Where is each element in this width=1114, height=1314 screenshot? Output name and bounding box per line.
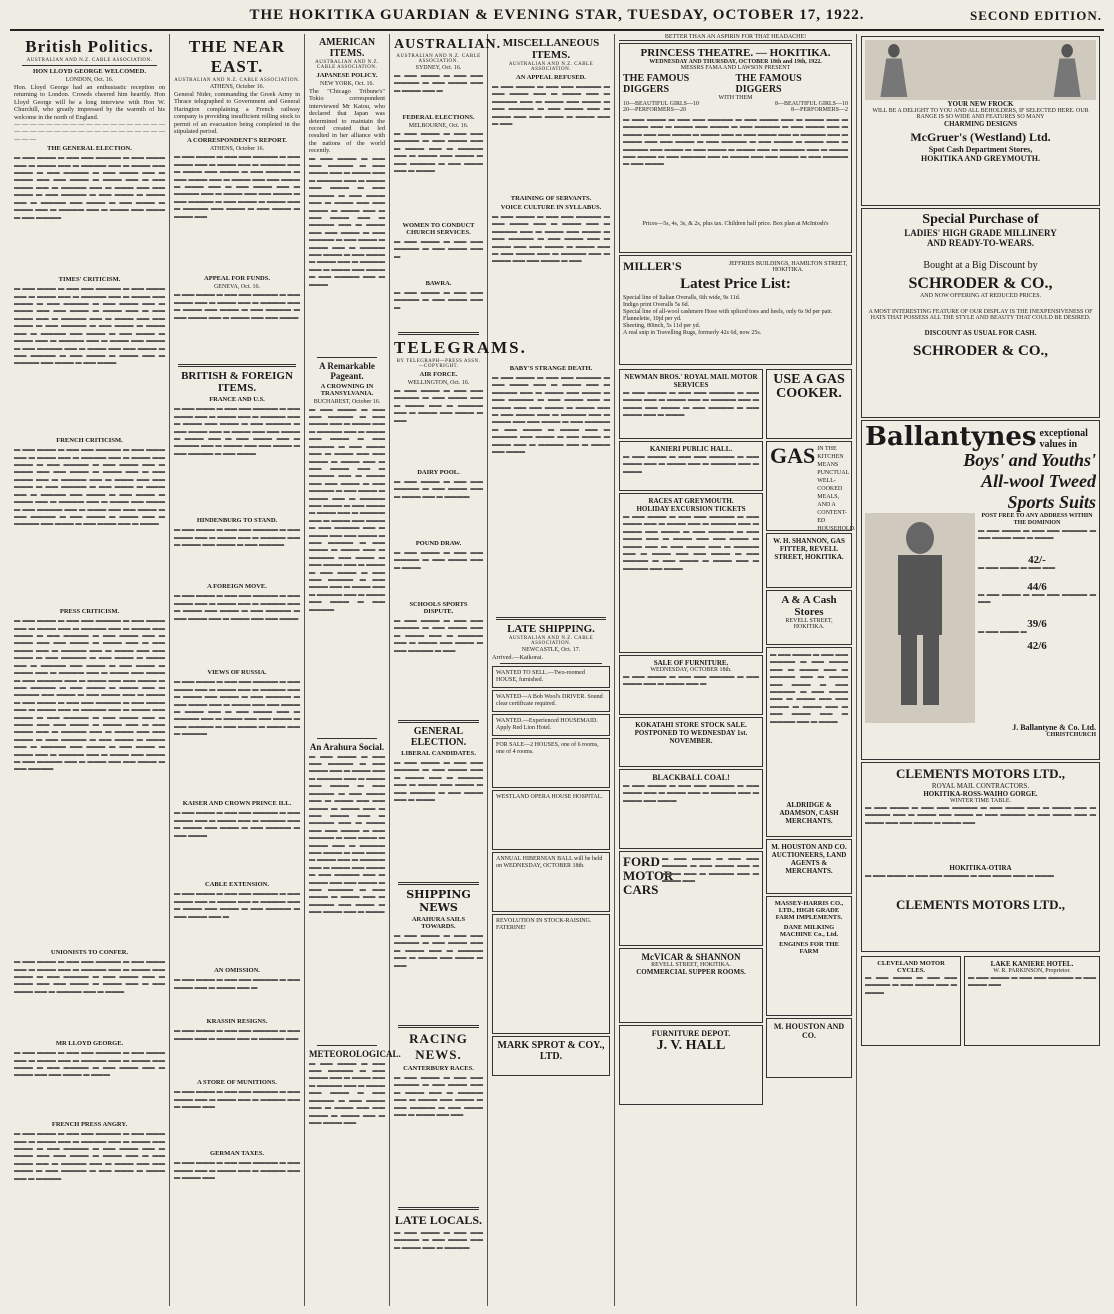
subhead: BAWRA. [425, 280, 452, 287]
subhead: WOMEN TO CONDUCT CHURCH SERVICES. [402, 222, 475, 236]
subhead: UNIONISTS TO CONFER. [50, 949, 129, 957]
dateline: WELLINGTON, Oct. 16. [407, 380, 470, 386]
dateline: NEW YORK, Oct. 16. [320, 81, 374, 87]
subhead: LIBERAL CANDIDATES. [401, 750, 476, 757]
subhead: BABY'S STRANGE DEATH. [509, 365, 593, 372]
headline: An Arahura Social. [309, 741, 385, 752]
cable-credit: BY TELEGRAPH—PRESS ASSN.—COPYRIGHT. [396, 359, 481, 369]
store-address: JEFFRIES BUILDINGS, HAMILTON STREET, HOKITIKA. [728, 260, 848, 273]
subhead: CABLE EXTENSION. [205, 881, 269, 889]
dateline: ATHENS, October 16. [209, 146, 265, 153]
column-miscellaneous: MISCELLANEOUS ITEMS. AUSTRALIAN AND N.Z. CABLE ASSOCIATION. AN APPEAL REFUSED. ▬ ▬▬ ▬▬▬ ▬ ▬▬ ▬▬ ▬▬▬▬ ▬ ▬▬ ▬▬▬ ▬▬ ▬ ▬▬▬ ▬▬ ▬ ▬▬▬▬ ▬▬ ▬ ▬▬▬ ▬▬ ▬▬▬ ▬ ▬▬ ▬▬▬▬ ▬ ▬▬ ▬▬▬ ▬▬ ▬ ▬▬▬ ▬▬ ▬▬ ▬▬▬ ▬ ▬▬▬ ▬▬ ▬ ▬▬ TRAINING OF SERVANTS. VOICE CULTURE IN SYLLABUS. ▬ ▬▬ ▬▬▬ ▬ ▬▬ ▬▬ ▬▬▬▬ ▬ ▬▬ ▬▬▬ ▬▬ ▬ ▬▬▬ ▬▬ ▬ ▬▬▬▬ ▬▬ ▬ ▬▬▬ ▬▬ ▬▬▬ ▬ ▬▬ ▬▬▬▬ ▬ ▬▬ ▬▬▬ ▬▬ ▬ ▬▬▬ ▬▬ ▬▬ ▬▬▬ ▬ ▬▬▬ ▬▬ ▬ ▬▬ ▬▬▬ ▬▬ ▬ ▬▬▬▬ ▬▬ ▬ ▬▬▬ ▬▬ ▬▬ ▬▬▬ ▬ ▬▬ BABY'S STRANGE DEATH. ▬ ▬▬ ▬▬▬ ▬ ▬▬ ▬▬ ▬▬▬▬ ▬ ▬▬ ▬▬▬ ▬▬ ▬ ▬▬▬ ▬▬ ▬ ▬▬▬▬ ▬▬ ▬ ▬▬▬ ▬▬ ▬▬▬ ▬ ▬▬ ▬▬▬▬ ▬ ▬▬ ▬▬▬ ▬▬ ▬ ▬▬▬ ▬▬ ▬▬ ▬▬▬ ▬ ▬▬▬ ▬▬ ▬ ▬▬ ▬▬▬ ▬▬ ▬ ▬▬▬▬ ▬▬ ▬ ▬▬▬ ▬▬ ▬▬ ▬▬▬ ▬ ▬▬ ▬▬▬▬ ▬ ▬▬ ▬▬▬ ▬ ▬▬▬ ▬▬ ▬ ▬▬▬▬ ▬▬ ▬▬▬ ▬ ▬▬ ▬▬▬ ▬ ▬▬▬ ▬▬ ▬ ▬▬▬▬ ▬▬ ▬ ▬▬▬ ▬▬ ▬▬▬ LATE SHIPPING. AUSTRALIAN AND N.Z. CABLE ASSOCIATION. NEWCASTLE, Oct. 17. Arrived.—Kaikorai. WANTED TO SELL.—Two-roomed HOUSE, furnished. WANTED—A Bob Wool's DRIVER. Sound clear certificate required. WANTED.—Experienced HOUSEMAID. Apply Red Lion Hotel. FOR SALE—2 HOUSES, one of 6 rooms, one of 4 rooms. WESTLAND OPERA HOUSE HOSPITAL. ANNUAL HIBERNIAN BALL will be held on WEDNESDAY, OCTOBER 18th. REVOLUTION IN STOCK-RAISING. FATERINE! MARK SPROT & COY., LTD. [488, 34, 615, 1306]
aldridge-ad: ▬ ▬▬ ▬▬▬ ▬ ▬▬ ▬▬ ▬▬▬▬ ▬ ▬▬ ▬▬▬ ▬▬ ▬ ▬▬▬ ▬▬ ▬ ▬▬▬▬ ▬▬ ▬ ▬▬▬ ▬▬ ▬▬▬ ▬ ▬▬ ▬▬▬▬ ▬ ▬▬ ▬▬▬ ▬▬ ▬ ▬▬▬ ▬▬ ▬▬ ▬▬▬ ▬ ▬▬▬ ▬▬ ▬ ▬▬ ▬▬▬ ▬▬ ▬ ▬▬▬▬ ▬▬ ▬ ▬▬▬ ALDRIDGE & ADAMSON, CASH MERCHANTS. [766, 647, 852, 837]
subhead: HINDENBURG TO STAND. [196, 517, 278, 525]
subhead: SCHOOLS SPORTS DISPUTE. [409, 601, 468, 615]
dateline: NEWCASTLE, Oct. 17. [521, 647, 581, 653]
cable-credit: AUSTRALIAN AND N.Z. CABLE ASSOCIATION. [508, 636, 594, 646]
column-big-ads [857, 34, 1104, 1306]
headline: British Politics. [25, 37, 154, 56]
subhead: HON LLOYD GEORGE WELCOMED. [33, 68, 146, 75]
classified-ad: WANTED.—Experienced HOUSEMAID. Apply Red Lion Hotel. [492, 714, 610, 736]
show-title: THE FAMOUS DIGGERS [623, 73, 690, 95]
boy-figure-icon [865, 513, 975, 723]
kaniere-hotel-ad: LAKE KANIERE HOTEL. W. R. PARKINSON, Proprietor. ▬ ▬▬ ▬▬▬ ▬ ▬▬ ▬▬ ▬▬▬▬ ▬ ▬▬ ▬▬▬ ▬▬ [964, 956, 1100, 1046]
subhead: THE GENERAL ELECTION. [47, 145, 132, 153]
classified-ad: WESTLAND OPERA HOUSE HOSPITAL. [492, 790, 610, 850]
headline: AUSTRALIAN. [394, 37, 502, 52]
classified-ad: REVOLUTION IN STOCK-RAISING. FATERINE! [492, 914, 610, 1034]
dateline: SYDNEY, Oct. 16. [415, 65, 462, 71]
subhead: DAIRY POOL. [417, 469, 460, 476]
price-list-title: Latest Price List: [680, 276, 791, 292]
aa-cash-stores-ad: A & A Cash Stores REVELL STREET, HOKITIKA. [766, 590, 852, 645]
headline: SHIPPING NEWS [406, 888, 471, 914]
frock-illustration [865, 40, 1096, 100]
classified-ad: WANTED—A Bob Wool's DRIVER. Sound clear certificate required. [492, 690, 610, 712]
millers-ad: MILLER'S JEFFRIES BUILDINGS, HAMILTON STREET, HOKITIKA. Latest Price List: Special line of Italian Overalls, 6th wide, 9s 11d. Indigo print Overalls 5s 6d. Special line of all-wool cashmere Hose with spliced toes and heels, only 6s 9d per pair. Flannelette, 10jd per yd. Sheeting, 80inch, 5s 11d per yd. A real snip in Travelling Rugs, formerly 42s 6d, now 25s. [619, 255, 852, 365]
edition-label: SECOND EDITION. [969, 8, 1102, 23]
subhead: A CORRESPONDENT'S REPORT. [187, 137, 287, 145]
headline: THE NEAR EAST. [188, 37, 286, 76]
column-british-politics: British Politics. AUSTRALIAN AND N.Z. CABLE ASSOCIATION. HON LLOYD GEORGE WELCOMED. LONDON, Oct. 16. Hon. Lloyd George had an enthusiastic reception on returning to London. Crowds cheered him heartily. Hon Lloyd George will be a long interview with Hon W. Churchill, who greatly impressed by the warmth of his welcome in the north of England. — — — — — — — — — — — — — — — — — — — — — — — — — — — — — — — — — — — — — — — — — THE GENERAL ELECTION. ▬ ▬▬ ▬▬▬ ▬ ▬▬ ▬▬ ▬▬▬▬ ▬ ▬▬ ▬▬▬ ▬▬ ▬ ▬▬▬ ▬▬ ▬ ▬▬▬▬ ▬▬ ▬ ▬▬▬ ▬▬ ▬▬▬ ▬ ▬▬ ▬▬▬▬ ▬ ▬▬ ▬▬▬ ▬▬ ▬ ▬▬▬ ▬▬ ▬▬ ▬▬▬ ▬ ▬▬▬ ▬▬ ▬ ▬▬ ▬▬▬ ▬▬ ▬ ▬▬▬▬ ▬▬ ▬ ▬▬▬ ▬▬ ▬▬ ▬▬▬ ▬ ▬▬ ▬▬▬▬ ▬ ▬▬ ▬▬▬ ▬ ▬▬▬ ▬▬ ▬ ▬▬▬▬ ▬▬ ▬▬▬ ▬ ▬▬ ▬▬▬ ▬ ▬▬▬ ▬▬ ▬ ▬▬▬▬ ▬▬ ▬ ▬▬▬ ▬▬ ▬▬▬ ▬ ▬▬ ▬▬▬▬ TIMES' CRITICISM. ▬ ▬▬ ▬▬▬ ▬ ▬▬ ▬▬ ▬▬▬▬ ▬ ▬▬ ▬▬▬ ▬▬ ▬ ▬▬▬ ▬▬ ▬ ▬▬▬▬ ▬▬ ▬ ▬▬▬ ▬▬ ▬▬▬ ▬ ▬▬ ▬▬▬▬ ▬ ▬▬ ▬▬▬ ▬▬ ▬ ▬▬▬ ▬▬ ▬▬ ▬▬▬ ▬ ▬▬▬ ▬▬ ▬ ▬▬ ▬▬▬ ▬▬ ▬ ▬▬▬▬ ▬▬ ▬ ▬▬▬ ▬▬ ▬▬ ▬▬▬ ▬ ▬▬ ▬▬▬▬ ▬ ▬▬ ▬▬▬ ▬ ▬▬▬ ▬▬ ▬ ▬▬▬▬ ▬▬ ▬▬▬ ▬ ▬▬ ▬▬▬ ▬ ▬▬▬ ▬▬ ▬ ▬▬▬▬ ▬▬ ▬ ▬▬▬ ▬▬ ▬▬▬ ▬ ▬▬ ▬▬▬▬ ▬▬ ▬ ▬▬▬ ▬▬ ▬▬ ▬▬▬ ▬ ▬▬ ▬▬▬▬ ▬ ▬▬ ▬▬▬ ▬ ▬▬▬ ▬▬ ▬ ▬▬▬▬ ▬▬ ▬▬▬ ▬ ▬▬ ▬▬▬ FRENCH CRITICISM. ▬ ▬▬ ▬▬▬ ▬ ▬▬ ▬▬ ▬▬▬▬ ▬ ▬▬ ▬▬▬ ▬▬ ▬ ▬▬▬ ▬▬ ▬ ▬▬▬▬ ▬▬ ▬ ▬▬▬ ▬▬ ▬▬▬ ▬ ▬▬ ▬▬▬▬ ▬ ▬▬ ▬▬▬ ▬▬ ▬ ▬▬▬ ▬▬ ▬▬ ▬▬▬ ▬ ▬▬▬ ▬▬ ▬ ▬▬ ▬▬▬ ▬▬ ▬ ▬▬▬▬ ▬▬ ▬ ▬▬▬ ▬▬ ▬▬ ▬▬▬ ▬ ▬▬ ▬▬▬▬ ▬ ▬▬ ▬▬▬ ▬ ▬▬▬ ▬▬ ▬ ▬▬▬▬ ▬▬ ▬▬▬ ▬ ▬▬ ▬▬▬ ▬ ▬▬▬ ▬▬ ▬ ▬▬▬▬ ▬▬ ▬ ▬▬▬ ▬▬ ▬▬▬ ▬ ▬▬ ▬▬▬▬ ▬▬ ▬ ▬▬▬ ▬▬ ▬▬ ▬▬▬ ▬ ▬▬ ▬▬▬▬ ▬ ▬▬ ▬▬▬ ▬ ▬▬▬ ▬▬ ▬ ▬▬▬▬ ▬▬ ▬▬▬ ▬ ▬▬ ▬▬▬ ▬▬ ▬ ▬▬▬ PRESS CRITICISM. ▬ ▬▬ ▬▬▬ ▬ ▬▬ ▬▬ ▬▬▬▬ ▬ ▬▬ ▬▬▬ ▬▬ ▬ ▬▬▬ ▬▬ ▬ ▬▬▬▬ ▬▬ ▬ ▬▬▬ ▬▬ ▬▬▬ ▬ ▬▬ ▬▬▬▬ ▬ ▬▬ ▬▬▬ ▬▬ ▬ ▬▬▬ ▬▬ ▬▬ ▬▬▬ ▬ ▬▬▬ ▬▬ ▬ ▬▬ ▬▬▬ ▬▬ ▬ ▬▬▬▬ ▬▬ ▬ ▬▬▬ ▬▬ ▬▬ ▬▬▬ ▬ ▬▬ ▬▬▬▬ ▬ ▬▬ ▬▬▬ ▬ ▬▬▬ ▬▬ ▬ ▬▬▬▬ ▬▬ ▬▬▬ ▬ ▬▬ ▬▬▬ ▬ ▬▬▬ ▬▬ ▬ ▬▬▬▬ ▬▬ ▬ ▬▬▬ ▬▬ ▬▬▬ ▬ ▬▬ ▬▬▬▬ ▬▬ ▬ ▬▬▬ ▬▬ ▬▬ ▬▬▬ ▬ ▬▬ ▬▬▬▬ ▬ ▬▬ ▬▬▬ ▬ ▬▬▬ ▬▬ ▬ ▬▬▬▬ ▬▬ ▬▬▬ ▬ ▬▬ ▬▬▬ ▬▬ ▬ ▬▬▬ ▬ ▬▬ ▬▬▬ ▬ ▬▬ ▬▬ ▬▬▬▬ ▬ ▬▬ ▬▬▬ ▬▬ ▬ ▬▬▬ ▬▬ ▬ ▬▬▬▬ ▬▬ ▬ ▬▬▬ ▬▬ ▬▬▬ ▬ ▬▬ ▬▬▬▬ ▬ ▬▬ ▬▬▬ ▬▬ ▬ ▬▬▬ ▬▬ ▬▬ ▬▬▬ ▬ ▬▬▬ ▬▬ ▬ ▬▬ ▬▬▬ ▬▬ ▬ ▬▬▬▬ ▬▬ ▬ ▬▬▬ ▬▬ ▬▬ ▬▬▬ ▬ ▬▬ ▬▬▬▬ ▬ ▬▬ ▬▬▬ ▬ ▬▬▬ ▬▬ ▬ ▬▬▬▬ ▬▬ ▬▬▬ ▬ ▬▬ ▬▬▬ ▬ ▬▬▬ ▬▬ ▬ ▬▬▬▬ ▬▬ ▬ ▬▬▬ ▬▬ ▬▬▬ ▬ ▬▬ ▬▬▬▬ ▬▬ ▬ ▬▬▬ ▬▬ ▬▬ ▬▬▬ ▬ ▬▬ ▬▬▬▬ UNIONISTS TO CONFER. ▬ ▬▬ ▬▬▬ ▬ ▬▬ ▬▬ ▬▬▬▬ ▬ ▬▬ ▬▬▬ ▬▬ ▬ ▬▬▬ ▬▬ ▬ ▬▬▬▬ ▬▬ ▬ ▬▬▬ ▬▬ ▬▬▬ ▬ ▬▬ ▬▬▬▬ ▬ ▬▬ ▬▬▬ ▬▬ ▬ ▬▬▬ ▬▬ ▬▬ ▬▬▬ ▬ ▬▬▬ ▬▬ ▬ ▬▬ ▬▬▬ ▬▬ ▬ ▬▬▬▬ ▬▬ ▬ ▬▬▬ MR LLOYD GEORGE. ▬ ▬▬ ▬▬▬ ▬ ▬▬ ▬▬ ▬▬▬▬ ▬ ▬▬ ▬▬▬ ▬▬ ▬ ▬▬▬ ▬▬ ▬ ▬▬▬▬ ▬▬ ▬ ▬▬▬ ▬▬ ▬▬▬ ▬ ▬▬ ▬▬▬▬ ▬ ▬▬ ▬▬▬ ▬▬ ▬ ▬▬▬ ▬▬ ▬▬ ▬▬▬ ▬ ▬▬▬ FRENCH PRESS ANGRY. ▬ ▬▬ ▬▬▬ ▬ ▬▬ ▬▬ ▬▬▬▬ ▬ ▬▬ ▬▬▬ ▬▬ ▬ ▬▬▬ ▬▬ ▬ ▬▬▬▬ ▬▬ ▬ ▬▬▬ ▬▬ ▬▬▬ ▬ ▬▬ ▬▬▬▬ ▬ ▬▬ ▬▬▬ ▬▬ ▬ ▬▬▬ ▬▬ ▬▬ ▬▬▬ ▬ ▬▬▬ ▬▬ ▬ ▬▬ ▬▬▬ ▬▬ ▬ ▬▬▬▬ ▬▬ ▬ ▬▬▬ ▬▬ ▬▬ ▬▬▬ ▬ ▬▬ ▬▬▬▬ ▬ ▬▬ ▬▬▬ ▬ ▬▬▬ ▬▬ ▬ ▬▬▬▬ [10, 34, 170, 1306]
headline: METEOROLOGICAL. [309, 1048, 401, 1059]
headline: MISCELLANEOUS ITEMS. [502, 37, 600, 61]
headline: AMERICAN ITEMS. [318, 37, 376, 59]
article-text: Hon. Lloyd George had an enthusiastic reception on returning to London. Crowds cheered him heartily. Hon Lloyd George will be a long interview with Hon W. Churchill, who greatly impressed by the warmth of his welcome in the north of England. [14, 84, 165, 121]
kokatahi-sale-ad: KOKATAHI STORE STOCK SALE. POSTPONED TO WEDNESDAY 1st. NOVEMBER. [619, 717, 763, 767]
subhead: MR LLOYD GEORGE. [55, 1040, 124, 1048]
subhead: A STORE OF MUNITIONS. [197, 1079, 277, 1087]
theatre-prices: Prices—5s, 4s, 3s, & 2s, plus tax. Children half price. Box plan at McIntosh's [642, 221, 829, 227]
subhead: AIR FORCE. [419, 371, 458, 378]
subhead: JAPANESE POLICY. [316, 72, 378, 79]
mcgruer-frock-ad: YOUR NEW FROCK WILL BE A DELIGHT TO YOU AND ALL BEHOLDERS, IF SELECTED HERE. OUR RANGE IS SO WIDE AND FEATURES SO MANY CHARMING DESIGNS McGruer's (Westland) Ltd. Spot Cash Department Stores, HOKITIKA AND GREYMOUTH. [861, 36, 1100, 206]
furniture-sale-ad: SALE OF FURNITURE. WEDNESDAY, OCTOBER 18th. ▬ ▬▬ ▬▬▬ ▬ ▬▬ ▬▬ ▬▬▬▬ ▬ ▬▬ ▬▬▬ ▬▬ ▬ ▬▬▬ ▬▬ ▬ [619, 655, 763, 715]
newman-bros-ad: NEWMAN BROS.' ROYAL MAIL MOTOR SERVICES ▬ ▬▬ ▬▬▬ ▬ ▬▬ ▬▬ ▬▬▬▬ ▬ ▬▬ ▬▬▬ ▬▬ ▬ ▬▬▬ ▬▬ ▬ ▬▬▬▬ ▬▬ ▬ ▬▬▬ ▬▬ ▬▬▬ ▬ ▬▬ ▬▬▬▬ ▬ ▬▬ ▬▬▬ ▬▬ ▬ ▬▬▬ [619, 369, 763, 439]
article-text: General Nider, commanding the Greek Army in Thrace telegraphed to Government and General Harington complaining a French railway company is providing insufficient rolling stock to permit of an evacuation being completed in the stipulated period. [174, 91, 300, 136]
headline: TELEGRAMS. [394, 338, 527, 357]
furniture-depot-ad: FURNITURE DEPOT. J. V. HALL [619, 1025, 763, 1105]
ballantynes-ad: Ballantynes exceptional values in Boys' and Youths' All-wool Tweed Sports Suits POST FREE TO ANY ADDRESS WITHIN THE DOMINION ▬ ▬▬ ▬▬▬ ▬ ▬▬ ▬▬ ▬▬▬▬ ▬ ▬▬ ▬▬▬ ▬▬ ▬ ▬▬▬ 42/- ▬ ▬▬ ▬▬▬ ▬ ▬▬ ▬▬ 44/6 ▬ ▬▬ ▬▬▬ ▬ ▬▬ ▬▬ ▬▬▬▬ ▬ ▬▬ 39/6 ▬ ▬▬ ▬▬▬ ▬ 42/6 J. Ballantyne & Co. Ltd. CHRISTCHURCH [861, 420, 1100, 760]
mcvicar-ad: McVICAR & SHANNON REVELL STREET, HOKITIKA. COMMERCIAL SUPPER ROOMS. [619, 948, 763, 1023]
dateline: BUCHAREST, October 16. [313, 398, 381, 405]
masthead-title: THE HOKITIKA GUARDIAN & EVENING STAR, TUESDAY, OCTOBER 17, 1922. [249, 7, 865, 23]
subhead: TIMES' CRITICISM. [58, 276, 121, 284]
classified-ad: ANNUAL HIBERNIAN BALL will be held on WEDNESDAY, OCTOBER 18th. [492, 852, 610, 912]
shannon-ad: W. H. SHANNON, GAS FITTER, REVELL STREET, HOKITIKA. [766, 533, 852, 588]
gas-kitchen-ad: GAS IN THE KITCHEN MEANS PUNCTUAL WELL- COOKED MEALS, AND A CONTENT- ED HOUSEHOLD. [766, 441, 852, 531]
subhead: CANTERBURY RACES. [403, 1065, 474, 1072]
store-name: MILLER'S [623, 259, 682, 273]
cleveland-ad: CLEVELAND MOTOR CYCLES. ▬ ▬▬ ▬▬▬ ▬ ▬▬ ▬▬ ▬▬▬▬ ▬ ▬▬ ▬▬▬ ▬▬ ▬ ▬▬▬ [861, 956, 961, 1046]
dateline: ATHENS, October 16. [209, 84, 265, 90]
subhead: VIEWS OF RUSSIA. [207, 669, 267, 677]
cable-credit: AUSTRALIAN AND N.Z. CABLE ASSOCIATION. [508, 62, 594, 72]
subhead: A CROWNING IN TRANSYLVANIA. [320, 382, 374, 397]
massey-ad: MASSEY-HARRIS CO., LTD., HIGH GRADE FARM IMPLEMENTS. DANE MILKING MACHINE Co., Ltd. ENGINES FOR THE FARM [766, 896, 852, 1016]
subhead: POUND DRAW. [415, 540, 462, 547]
houston-footer-ad: M. HOUSTON AND CO. [766, 1018, 852, 1078]
headline: RACING NEWS. [409, 1031, 468, 1062]
show-title: THE FAMOUS DIGGERS [735, 73, 802, 95]
classified-ad: FOR SALE—2 HOUSES, one of 6 rooms, one of 4 rooms. [492, 738, 610, 788]
subhead: AN APPEAL REFUSED. [516, 74, 586, 81]
subhead: VOICE CULTURE IN SYLLABUS. [500, 204, 602, 211]
classified-ad: WANTED TO SELL.—Two-roomed HOUSE, furnished. [492, 666, 610, 688]
column-american-items: AMERICAN ITEMS. AUSTRALIAN AND N.Z. CABLE ASSOCIATION. JAPANESE POLICY. NEW YORK, Oct. 16. The "Chicago Tribune's" Tokio correspondent interviewed Mr Katou, who declared that Japan was determined to maintain the record created that led resulted in her alliance with the nations of the world recently. ▬ ▬▬ ▬▬▬ ▬ ▬▬ ▬▬ ▬▬▬▬ ▬ ▬▬ ▬▬▬ ▬▬ ▬ ▬▬▬ ▬▬ ▬ ▬▬▬▬ ▬▬ ▬ ▬▬▬ ▬▬ ▬▬▬ ▬ ▬▬ ▬▬▬▬ ▬ ▬▬ ▬▬▬ ▬▬ ▬ ▬▬▬ ▬▬ ▬▬ ▬▬▬ ▬ ▬▬▬ ▬▬ ▬ ▬▬ ▬▬▬ ▬▬ ▬ ▬▬▬▬ ▬▬ ▬ ▬▬▬ ▬▬ ▬▬ ▬▬▬ ▬ ▬▬ ▬▬▬▬ ▬ ▬▬ ▬▬▬ ▬ ▬▬▬ ▬▬ ▬ ▬▬▬▬ ▬▬ ▬▬▬ ▬ ▬▬ ▬▬▬ ▬ ▬▬▬ ▬▬ ▬ ▬▬▬▬ ▬▬ ▬ ▬▬▬ ▬▬ ▬▬▬ ▬ ▬▬ ▬▬▬▬ ▬▬ ▬ ▬▬▬ A Remarkable Pageant. A CROWNING IN TRANSYLVANIA. BUCHAREST, October 16. ▬ ▬▬ ▬▬▬ ▬ ▬▬ ▬▬ ▬▬▬▬ ▬ ▬▬ ▬▬▬ ▬▬ ▬ ▬▬▬ ▬▬ ▬ ▬▬▬▬ ▬▬ ▬ ▬▬▬ ▬▬ ▬▬▬ ▬ ▬▬ ▬▬▬▬ ▬ ▬▬ ▬▬▬ ▬▬ ▬ ▬▬▬ ▬▬ ▬▬ ▬▬▬ ▬ ▬▬▬ ▬▬ ▬ ▬▬ ▬▬▬ ▬▬ ▬ ▬▬▬▬ ▬▬ ▬ ▬▬▬ ▬▬ ▬▬ ▬▬▬ ▬ ▬▬ ▬▬▬▬ ▬ ▬▬ ▬▬▬ ▬ ▬▬▬ ▬▬ ▬ ▬▬▬▬ ▬▬ ▬▬▬ ▬ ▬▬ ▬▬▬ ▬ ▬▬▬ ▬▬ ▬ ▬▬▬▬ ▬▬ ▬ ▬▬▬ ▬▬ ▬▬▬ ▬ ▬▬ ▬▬▬▬ ▬▬ ▬ ▬▬▬ ▬▬ ▬▬ ▬▬▬ ▬ ▬▬ ▬▬▬▬ ▬ ▬▬ ▬▬▬ ▬ ▬▬▬ ▬▬ ▬ ▬▬▬▬ ▬▬ ▬▬▬ ▬ ▬▬ ▬▬▬ ▬▬ ▬ ▬▬▬ ▬ ▬▬ ▬▬▬ ▬ ▬▬ ▬▬ ▬▬▬▬ ▬ ▬▬ ▬▬▬ ▬▬ ▬ ▬▬▬ ▬▬ ▬ ▬▬▬▬ ▬▬ ▬ ▬▬▬ ▬▬ ▬▬▬ ▬ ▬▬ ▬▬▬▬ An Arahura Social. ▬ ▬▬ ▬▬▬ ▬ ▬▬ ▬▬ ▬▬▬▬ ▬ ▬▬ ▬▬▬ ▬▬ ▬ ▬▬▬ ▬▬ ▬ ▬▬▬▬ ▬▬ ▬ ▬▬▬ ▬▬ ▬▬▬ ▬ ▬▬ ▬▬▬▬ ▬ ▬▬ ▬▬▬ ▬▬ ▬ ▬▬▬ ▬▬ ▬▬ ▬▬▬ ▬ ▬▬▬ ▬▬ ▬ ▬▬ ▬▬▬ ▬▬ ▬ ▬▬▬▬ ▬▬ ▬ ▬▬▬ ▬▬ ▬▬ ▬▬▬ ▬ ▬▬ ▬▬▬▬ ▬ ▬▬ ▬▬▬ ▬ ▬▬▬ ▬▬ ▬ ▬▬▬▬ ▬▬ ▬▬▬ ▬ ▬▬ ▬▬▬ ▬ ▬▬▬ ▬▬ ▬ ▬▬▬▬ ▬▬ ▬ ▬▬▬ ▬▬ ▬▬▬ ▬ ▬▬ ▬▬▬▬ ▬▬ ▬ ▬▬▬ ▬▬ ▬▬ ▬▬▬ ▬ ▬▬ ▬▬▬▬ ▬ ▬▬ ▬▬▬ ▬ ▬▬▬ ▬▬ ▬ ▬▬▬▬ ▬▬ ▬▬▬ ▬ ▬▬ ▬▬▬ ▬▬ ▬ ▬▬▬ METEOROLOGICAL. ▬ ▬▬ ▬▬▬ ▬ ▬▬ ▬▬ ▬▬▬▬ ▬ ▬▬ ▬▬▬ ▬▬ ▬ ▬▬▬ ▬▬ ▬ ▬▬▬▬ ▬▬ ▬ ▬▬▬ ▬▬ ▬▬▬ ▬ ▬▬ ▬▬▬▬ ▬ ▬▬ ▬▬▬ ▬▬ ▬ ▬▬▬ ▬▬ ▬▬ ▬▬▬ ▬ ▬▬▬ ▬▬ ▬ ▬▬ ▬▬▬ ▬▬ [305, 34, 390, 1306]
clements-motors-ad: CLEMENTS MOTORS LTD., ROYAL MAIL CONTRACTORS. HOKITIKA-ROSS-WAIHO GORGE. WINTER TIME TABLE. ▬ ▬▬ ▬▬▬ ▬ ▬▬ ▬▬ ▬▬▬▬ ▬ ▬▬ ▬▬▬ ▬▬ ▬ ▬▬▬ ▬▬ ▬ ▬▬▬▬ ▬▬ ▬ ▬▬▬ ▬▬ ▬▬▬ ▬ ▬▬ ▬▬▬▬ ▬ ▬▬ ▬▬▬ ▬▬ ▬ ▬▬▬ ▬▬ ▬▬ ▬▬▬ ▬ ▬▬▬ ▬▬ HOKITIKA-OTIRA ▬ ▬▬ ▬▬▬ ▬ ▬▬ ▬▬ ▬▬▬▬ ▬ ▬▬ ▬▬▬ ▬▬ ▬ ▬▬▬ CLEMENTS MOTORS LTD., [861, 762, 1100, 952]
headline: GENERAL ELECTION. [410, 726, 467, 748]
masthead [10, 5, 1104, 31]
cable-credit: AUSTRALIAN AND N.Z. CABLE ASSOCIATION. [396, 54, 481, 64]
subhead: ARAHURA SAILS TOWARDS. [411, 916, 466, 930]
cable-credit: AUSTRALIAN AND N.Z. CABLE ASSOCIATION. [174, 78, 300, 83]
cable-credit: AUSTRALIAN AND N.Z. CABLE ASSOCIATION. [315, 60, 379, 70]
dateline: MELBOURNE, Oct. 16. [408, 123, 469, 129]
column-advertisements [615, 34, 857, 1306]
theatre-presents: MESSRS FAMA AND LAWSON PRESENT [680, 65, 791, 71]
gas-cooker-ad: USE A GAS COOKER. [766, 369, 852, 439]
schroder-ad: Special Purchase of LADIES' HIGH GRADE MILLINERY AND READY-TO-WEARS. Bought at a Big Discount by SCHRODER & CO., AND NOW OFFERING AT REDUCED PRICES. A MOST INTERESTING FEATURE OF OUR DISPLAY IS THE INEXPENSIVENESS OF HATS THAT POSSESS ALL THE STYLE AND BEAUTY THAT COULD BE DESIRED. DISCOUNT AS USUAL FOR CASH. SCHRODER & CO., [861, 208, 1100, 418]
races-ad: RACES AT GREYMOUTH. HOLIDAY EXCURSION TICKETS ▬ ▬▬ ▬▬▬ ▬ ▬▬ ▬▬ ▬▬▬▬ ▬ ▬▬ ▬▬▬ ▬▬ ▬ ▬▬▬ ▬▬ ▬ ▬▬▬▬ ▬▬ ▬ ▬▬▬ ▬▬ ▬▬▬ ▬ ▬▬ ▬▬▬▬ ▬ ▬▬ ▬▬▬ ▬▬ ▬ ▬▬▬ ▬▬ ▬▬ ▬▬▬ ▬ ▬▬▬ ▬▬ ▬ ▬▬ ▬▬▬ ▬▬ ▬ ▬▬▬▬ ▬▬ ▬ ▬▬▬ ▬▬ ▬▬ ▬▬▬ ▬ ▬▬ ▬▬▬▬ ▬ ▬▬ ▬▬▬ ▬ ▬▬▬ ▬▬ ▬ ▬▬▬▬ ▬▬ ▬▬▬ [619, 493, 763, 653]
subhead: PRESS CRITICISM. [59, 608, 120, 616]
with-them: WITH THEM [718, 95, 753, 101]
shipping-text: Arrived.—Kaikorai. [492, 654, 544, 661]
headline: LATE LOCALS. [394, 1213, 483, 1227]
houston-ad: M. HOUSTON AND CO. AUCTIONEERS, LAND AGENTS & MERCHANTS. [766, 839, 852, 894]
subhead: TRAINING OF SERVANTS. [510, 195, 592, 202]
dateline: GENEVA, Oct. 16. [213, 284, 261, 291]
subhead: GERMAN TAXES. [210, 1150, 264, 1158]
headline: LATE SHIPPING. [507, 623, 595, 635]
headline: BRITISH & FOREIGN ITEMS. [181, 370, 293, 395]
women-figures-icon [865, 40, 1096, 100]
boy-illustration [865, 513, 975, 723]
cable-credit: AUSTRALIAN AND N.Z. CABLE ASSOCIATION. [26, 58, 153, 63]
subhead: A FOREIGN MOVE. [207, 583, 267, 591]
ad-banner: BETTER THAN AN ASPIRIN FOR THAT HEADACHE! [619, 34, 852, 41]
classified-ad: MARK SPROT & COY., LTD. [492, 1036, 610, 1076]
blackball-coal-ad: BLACKBALL COAL! ▬ ▬▬ ▬▬▬ ▬ ▬▬ ▬▬ ▬▬▬▬ ▬ ▬▬ ▬▬▬ ▬▬ ▬ ▬▬▬ ▬▬ ▬ ▬▬▬▬ ▬▬ ▬ ▬▬▬ ▬▬ ▬▬▬ [619, 769, 763, 849]
subhead: AN OMISSION. [214, 967, 260, 975]
ford-ad: FORD MOTOR CARS ▬ ▬▬ ▬▬▬ ▬ ▬▬ ▬▬ ▬▬▬▬ ▬ ▬▬ ▬▬▬ ▬▬ ▬ ▬▬▬ ▬▬ ▬ ▬▬▬▬ ▬▬ ▬ ▬▬▬ ▬▬ [619, 851, 763, 946]
column-australian: AUSTRALIAN. AUSTRALIAN AND N.Z. CABLE ASSOCIATION. SYDNEY, Oct. 16. ▬ ▬▬ ▬▬▬ ▬ ▬▬ ▬▬ ▬▬▬▬ ▬ ▬▬ ▬▬▬ ▬▬ ▬ ▬▬▬ ▬▬ ▬ FEDERAL ELECTIONS. MELBOURNE, Oct. 16. ▬ ▬▬ ▬▬▬ ▬ ▬▬ ▬▬ ▬▬▬▬ ▬ ▬▬ ▬▬▬ ▬▬ ▬ ▬▬▬ ▬▬ ▬ ▬▬▬▬ ▬▬ ▬ ▬▬▬ ▬▬ ▬▬▬ ▬ ▬▬ ▬▬▬▬ ▬ ▬▬ ▬▬▬ ▬▬ ▬ ▬▬▬ WOMEN TO CONDUCT CHURCH SERVICES. ▬ ▬▬ ▬▬▬ ▬ ▬▬ ▬▬ ▬▬▬▬ ▬ ▬▬ ▬▬▬ ▬▬ ▬ BAWRA. ▬ ▬▬ ▬▬▬ ▬ ▬▬ ▬▬ ▬▬▬▬ ▬ ▬▬ ▬▬▬ ▬▬ ▬ TELEGRAMS. BY TELEGRAPH—PRESS ASSN.—COPYRIGHT. AIR FORCE. WELLINGTON, Oct. 16. ▬ ▬▬ ▬▬▬ ▬ ▬▬ ▬▬ ▬▬▬▬ ▬ ▬▬ ▬▬▬ ▬▬ ▬ ▬▬▬ ▬▬ ▬ ▬▬▬▬ ▬▬ ▬ ▬▬▬ ▬▬ ▬▬▬ ▬ ▬▬ DAIRY POOL. ▬ ▬▬ ▬▬▬ ▬ ▬▬ ▬▬ ▬▬▬▬ ▬ ▬▬ ▬▬▬ ▬▬ ▬ ▬▬▬ ▬▬ ▬ ▬▬▬▬ POUND DRAW. ▬ ▬▬ ▬▬▬ ▬ ▬▬ ▬▬ ▬▬▬▬ ▬ ▬▬ ▬▬▬ ▬▬ ▬ ▬▬▬ SCHOOLS SPORTS DISPUTE. ▬ ▬▬ ▬▬▬ ▬ ▬▬ ▬▬ ▬▬▬▬ ▬ ▬▬ ▬▬▬ ▬▬ ▬ ▬▬▬ ▬▬ ▬ ▬▬▬▬ ▬▬ ▬ ▬▬▬ ▬▬ ▬▬▬ ▬ ▬▬ ▬▬▬▬ ▬ ▬▬ GENERAL ELECTION. LIBERAL CANDIDATES. ▬ ▬▬ ▬▬▬ ▬ ▬▬ ▬▬ ▬▬▬▬ ▬ ▬▬ ▬▬▬ ▬▬ ▬ ▬▬▬ ▬▬ ▬ ▬▬▬▬ ▬▬ ▬ ▬▬▬ ▬▬ ▬▬▬ ▬ ▬▬ ▬▬▬▬ ▬ ▬▬ ▬▬▬ ▬▬ ▬ ▬▬▬ SHIPPING NEWS ARAHURA SAILS TOWARDS. ▬ ▬▬ ▬▬▬ ▬ ▬▬ ▬▬ ▬▬▬▬ ▬ ▬▬ ▬▬▬ ▬▬ ▬ ▬▬▬ ▬▬ ▬ ▬▬▬▬ ▬▬ ▬ ▬▬▬ ▬▬ ▬▬▬ ▬ ▬▬ RACING NEWS. CANTERBURY RACES. ▬ ▬▬ ▬▬▬ ▬ ▬▬ ▬▬ ▬▬▬▬ ▬ ▬▬ ▬▬▬ ▬▬ ▬ ▬▬▬ ▬▬ ▬ ▬▬▬▬ ▬▬ ▬ ▬▬▬ ▬▬ ▬▬▬ ▬ ▬▬ ▬▬▬▬ ▬ ▬▬ ▬▬▬ ▬▬ ▬ ▬▬▬ ▬▬ ▬▬ LATE LOCALS. ▬ ▬▬ ▬▬▬ ▬ ▬▬ ▬▬ ▬▬▬▬ ▬ ▬▬ ▬▬▬ ▬▬ ▬ ▬▬▬ ▬▬ ▬ ▬▬▬▬ [390, 34, 488, 1306]
column-near-east: THE NEAR EAST. AUSTRALIAN AND N.Z. CABLE ASSOCIATION. ATHENS, October 16. General Nider, commanding the Greek Army in Thrace telegraphed to Government and General Harington complaining a French railway company is providing insufficient rolling stock to permit of an evacuation being completed in the stipulated period. A CORRESPONDENT'S REPORT. ATHENS, October 16. ▬ ▬▬ ▬▬▬ ▬ ▬▬ ▬▬ ▬▬▬▬ ▬ ▬▬ ▬▬▬ ▬▬ ▬ ▬▬▬ ▬▬ ▬ ▬▬▬▬ ▬▬ ▬ ▬▬▬ ▬▬ ▬▬▬ ▬ ▬▬ ▬▬▬▬ ▬ ▬▬ ▬▬▬ ▬▬ ▬ ▬▬▬ ▬▬ ▬▬ ▬▬▬ ▬ ▬▬▬ ▬▬ ▬ ▬▬ ▬▬▬ ▬▬ ▬ ▬▬▬▬ ▬▬ ▬ ▬▬▬ ▬▬ ▬▬ ▬▬▬ ▬ ▬▬ ▬▬▬▬ ▬ ▬▬ ▬▬▬ ▬ ▬▬▬ ▬▬ ▬ ▬▬▬▬ ▬▬ ▬▬▬ ▬ ▬▬ ▬▬▬ ▬ ▬▬▬ ▬▬ APPEAL FOR FUNDS. GENEVA, Oct. 16. ▬ ▬▬ ▬▬▬ ▬ ▬▬ ▬▬ ▬▬▬▬ ▬ ▬▬ ▬▬▬ ▬▬ ▬ ▬▬▬ ▬▬ ▬ ▬▬▬▬ ▬▬ ▬ ▬▬▬ ▬▬ ▬▬▬ ▬ ▬▬ ▬▬▬▬ ▬ ▬▬ ▬▬▬ ▬▬ ▬ ▬▬▬ ▬▬ ▬▬ ▬▬▬ BRITISH & FOREIGN ITEMS. FRANCE AND U.S. ▬ ▬▬ ▬▬▬ ▬ ▬▬ ▬▬ ▬▬▬▬ ▬ ▬▬ ▬▬▬ ▬▬ ▬ ▬▬▬ ▬▬ ▬ ▬▬▬▬ ▬▬ ▬ ▬▬▬ ▬▬ ▬▬▬ ▬ ▬▬ ▬▬▬▬ ▬ ▬▬ ▬▬▬ ▬▬ ▬ ▬▬▬ ▬▬ ▬▬ ▬▬▬ ▬ ▬▬▬ ▬▬ ▬ ▬▬ ▬▬▬ ▬▬ ▬ ▬▬▬▬ ▬▬ ▬ ▬▬▬ ▬▬ ▬▬ ▬▬▬ ▬ ▬▬ ▬▬▬▬ ▬ ▬▬ ▬▬▬ HINDENBURG TO STAND. ▬ ▬▬ ▬▬▬ ▬ ▬▬ ▬▬ ▬▬▬▬ ▬ ▬▬ ▬▬▬ ▬▬ ▬ ▬▬▬ ▬▬ ▬ ▬▬▬▬ ▬▬ ▬ ▬▬▬ ▬▬ ▬▬▬ ▬ ▬▬ ▬▬▬▬ A FOREIGN MOVE. ▬ ▬▬ ▬▬▬ ▬ ▬▬ ▬▬ ▬▬▬▬ ▬ ▬▬ ▬▬▬ ▬▬ ▬ ▬▬▬ ▬▬ ▬ ▬▬▬▬ ▬▬ ▬ ▬▬▬ ▬▬ ▬▬▬ ▬ ▬▬ ▬▬▬▬ ▬ ▬▬ ▬▬▬ ▬▬ ▬ ▬▬▬ ▬▬ ▬▬ ▬▬▬ VIEWS OF RUSSIA. ▬ ▬▬ ▬▬▬ ▬ ▬▬ ▬▬ ▬▬▬▬ ▬ ▬▬ ▬▬▬ ▬▬ ▬ ▬▬▬ ▬▬ ▬ ▬▬▬▬ ▬▬ ▬ ▬▬▬ ▬▬ ▬▬▬ ▬ ▬▬ ▬▬▬▬ ▬ ▬▬ ▬▬▬ ▬▬ ▬ ▬▬▬ ▬▬ ▬▬ ▬▬▬ ▬ ▬▬▬ ▬▬ ▬ ▬▬ ▬▬▬ ▬▬ ▬ ▬▬▬▬ ▬▬ ▬ ▬▬▬ ▬▬ ▬▬ ▬▬▬ ▬ ▬▬ ▬▬▬▬ ▬ ▬▬ ▬▬▬ ▬ ▬▬▬ ▬▬ ▬ ▬▬▬▬ KAISER AND CROWN PRINCE ILL. ▬ ▬▬ ▬▬▬ ▬ ▬▬ ▬▬ ▬▬▬▬ ▬ ▬▬ ▬▬▬ ▬▬ ▬ ▬▬▬ ▬▬ ▬ ▬▬▬▬ ▬▬ ▬ ▬▬▬ ▬▬ ▬▬▬ ▬ ▬▬ ▬▬▬▬ ▬ ▬▬ ▬▬▬ CABLE EXTENSION. ▬ ▬▬ ▬▬▬ ▬ ▬▬ ▬▬ ▬▬▬▬ ▬ ▬▬ ▬▬▬ ▬▬ ▬ ▬▬▬ ▬▬ ▬ ▬▬▬▬ ▬▬ ▬ ▬▬▬ ▬▬ ▬▬▬ ▬ ▬▬ ▬▬▬▬ ▬ ▬▬ ▬▬▬ ▬▬ ▬ AN OMISSION. ▬ ▬▬ ▬▬▬ ▬ ▬▬ ▬▬ ▬▬▬▬ ▬ ▬▬ ▬▬▬ ▬▬ ▬ ▬▬▬ ▬▬ ▬ KRASSIN RESIGNS. ▬ ▬▬ ▬▬▬ ▬ ▬▬ ▬▬ ▬▬▬▬ ▬ ▬▬ ▬▬▬ ▬▬ ▬ ▬▬▬ ▬▬ ▬ ▬▬▬▬ ▬▬ A STORE OF MUNITIONS. ▬ ▬▬ ▬▬▬ ▬ ▬▬ ▬▬ ▬▬▬▬ ▬ ▬▬ ▬▬▬ ▬▬ ▬ ▬▬▬ ▬▬ ▬ ▬▬▬▬ ▬▬ ▬ ▬▬▬ ▬▬ GERMAN TAXES. ▬ ▬▬ ▬▬▬ ▬ ▬▬ ▬▬ ▬▬▬▬ ▬ ▬▬ ▬▬▬ ▬▬ ▬ ▬▬▬ ▬▬ ▬ ▬▬▬▬ ▬▬ ▬ ▬▬▬ ▬▬ [170, 34, 305, 1306]
subhead: KAISER AND CROWN PRINCE ILL. [182, 800, 292, 808]
kaniere-hall-ad: KANIERI PUBLIC HALL. ▬ ▬▬ ▬▬▬ ▬ ▬▬ ▬▬ ▬▬▬▬ ▬ ▬▬ ▬▬▬ ▬▬ ▬ ▬▬▬ ▬▬ ▬ ▬▬▬▬ ▬▬ ▬ ▬▬▬ [619, 441, 763, 491]
subhead: APPEAL FOR FUNDS. [204, 275, 270, 283]
subhead: FRANCE AND U.S. [209, 396, 265, 404]
subhead: FRENCH CRITICISM. [56, 437, 123, 445]
subhead: FEDERAL ELECTIONS. [402, 114, 475, 121]
dateline: LONDON, Oct. 16. [65, 77, 114, 83]
subhead: FRENCH PRESS ANGRY. [51, 1121, 128, 1129]
princess-theatre-ad: PRINCESS THEATRE. — HOKITIKA. WEDNESDAY AND THURSDAY, OCTOBER 18th and 19th, 1922. MESSRS FAMA AND LAWSON PRESENT THE FAMOUS DIGGERS THE FAMOUS DIGGERS WITH THEM 10—BEAUTIFUL GIRLS—10 8—BEAUTIFUL GIRLS—10 20—PERFORMERS—20 8—PERFORMERS—2 ▬ ▬▬ ▬▬▬ ▬ ▬▬ ▬▬ ▬▬▬▬ ▬ ▬▬ ▬▬▬ ▬▬ ▬ ▬▬▬ ▬▬ ▬ ▬▬▬▬ ▬▬ ▬ ▬▬▬ ▬▬ ▬▬▬ ▬ ▬▬ ▬▬▬▬ ▬ ▬▬ ▬▬▬ ▬▬ ▬ ▬▬▬ ▬▬ ▬▬ ▬▬▬ ▬ ▬▬▬ ▬▬ ▬ ▬▬ ▬▬▬ ▬▬ ▬ ▬▬▬▬ ▬▬ ▬ ▬▬▬ ▬▬ ▬▬ ▬▬▬ ▬ ▬▬ ▬▬▬▬ ▬ ▬▬ ▬▬▬ ▬ ▬▬▬ ▬▬ ▬ ▬▬▬▬ ▬▬ ▬▬▬ ▬ ▬▬ ▬▬▬ ▬ ▬▬▬ ▬▬ ▬ ▬▬▬▬ ▬▬ ▬ ▬▬▬ ▬▬ ▬▬▬ ▬ ▬▬ ▬▬▬▬ ▬▬ ▬ ▬▬▬ ▬▬ ▬▬ ▬▬▬ ▬ ▬▬ ▬▬▬▬ ▬ ▬▬ ▬▬▬ Prices—5s, 4s, 3s, & 2s, plus tax. Children half price. Box plan at McIntosh's [619, 43, 852, 253]
theatre-dates: WEDNESDAY AND THURSDAY, OCTOBER 18th and 19th, 1922. [649, 59, 822, 65]
subhead: KRASSIN RESIGNS. [206, 1018, 268, 1026]
article-text: The "Chicago Tribune's" Tokio correspondent interviewed Mr Katou, who declared that Japan was determined to maintain the record created that led resulted in her alliance with the nations of the world recently. [309, 88, 385, 155]
theatre-title: PRINCESS THEATRE. — HOKITIKA. [640, 47, 831, 59]
headline: A Remarkable Pageant. [319, 360, 375, 381]
